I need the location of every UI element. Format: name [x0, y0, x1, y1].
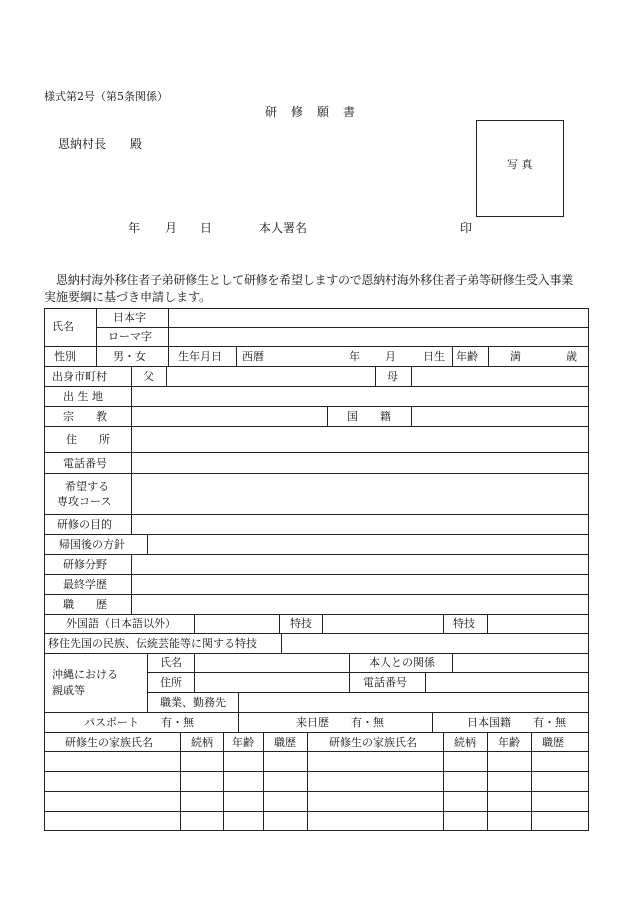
form-number: 様式第2号（第5条関係）: [44, 90, 168, 103]
label-year: 年: [349, 350, 360, 363]
label-jp-nationality: 日本国籍 有・無: [467, 716, 566, 729]
label-roman-script: ローマ字: [108, 330, 152, 343]
label-age-2: 年齢: [498, 736, 520, 749]
label-job-1: 職歴: [274, 736, 296, 749]
label-training-field: 研修分野: [63, 558, 107, 571]
label-religion: 宗 教: [63, 410, 107, 423]
intro-line-2: 実施要綱に基づき申請します。: [44, 290, 212, 304]
label-father: 父: [143, 370, 154, 383]
photo-label: 写 真: [507, 158, 533, 171]
label-kinship-1: 続柄: [191, 736, 213, 749]
seal-label: 印: [460, 221, 473, 235]
label-visit-history: 来日歴 有・無: [296, 716, 384, 729]
form-title: 研 修 願 書: [265, 105, 357, 119]
label-relatives-line-1: 沖縄における: [52, 668, 118, 681]
label-plan-after-return: 帰国後の方針: [59, 538, 125, 551]
label-foreign-language: 外国語（日本語以外）: [66, 617, 176, 630]
label-born: 日生: [423, 350, 445, 363]
label-career: 職 歴: [63, 598, 107, 611]
label-full: 満: [510, 350, 521, 363]
label-nationality: 国 籍: [347, 410, 391, 423]
label-relatives-line-2: 親戚等: [52, 684, 85, 697]
label-course-line-1: 希望する: [65, 480, 109, 493]
date-month: 月: [165, 221, 178, 235]
label-birthplace: 出 生 地: [63, 390, 103, 403]
sex-options: 男・女: [113, 350, 146, 363]
addressee: 恩納村長 殿: [58, 137, 143, 151]
label-passport: パスポート 有・無: [84, 716, 194, 729]
label-japanese-script: 日本字: [113, 311, 146, 324]
label-special-skill-1: 特技: [290, 617, 312, 630]
label-relative-phone: 電話番号: [363, 676, 407, 689]
label-birth-date: 生年月日: [178, 350, 222, 363]
label-relative-address: 住所: [160, 676, 182, 689]
label-name: 氏名: [52, 320, 74, 333]
label-special-skill-2: 特技: [453, 617, 475, 630]
label-mother: 母: [387, 370, 398, 383]
label-relative-job: 職業、勤務先: [160, 696, 226, 709]
label-origin-village: 出身市町村: [52, 370, 107, 383]
label-sex: 性別: [54, 350, 76, 363]
label-age: 年齢: [456, 350, 478, 363]
label-course-line-2: 専攻コース: [57, 495, 112, 508]
label-job-2: 職歴: [542, 736, 564, 749]
label-relative-name: 氏名: [160, 656, 182, 669]
label-kinship-2: 続柄: [454, 736, 476, 749]
label-month: 月: [385, 350, 396, 363]
label-relationship: 本人との関係: [369, 656, 435, 669]
label-era: 西暦: [242, 350, 264, 363]
intro-line-1: 恩納村海外移住者子弟研修生として研修を希望しますので恩納村海外移住者子弟等研修生受入事業: [56, 273, 574, 287]
label-age-1: 年齢: [232, 736, 254, 749]
label-education: 最終学歴: [63, 578, 107, 591]
label-address: 住 所: [66, 433, 110, 446]
label-years-old: 歳: [566, 350, 577, 363]
label-phone: 電話番号: [63, 457, 107, 470]
label-family-name-2: 研修生の家族氏名: [329, 736, 417, 749]
label-folk-arts: 移住先国の民族、伝統芸能等に関する特技: [48, 637, 257, 650]
date-day: 日: [200, 221, 213, 235]
signature-label: 本人署名: [259, 221, 308, 235]
label-purpose: 研修の目的: [57, 518, 112, 531]
label-family-name-1: 研修生の家族氏名: [65, 736, 153, 749]
date-year: 年: [128, 221, 141, 235]
